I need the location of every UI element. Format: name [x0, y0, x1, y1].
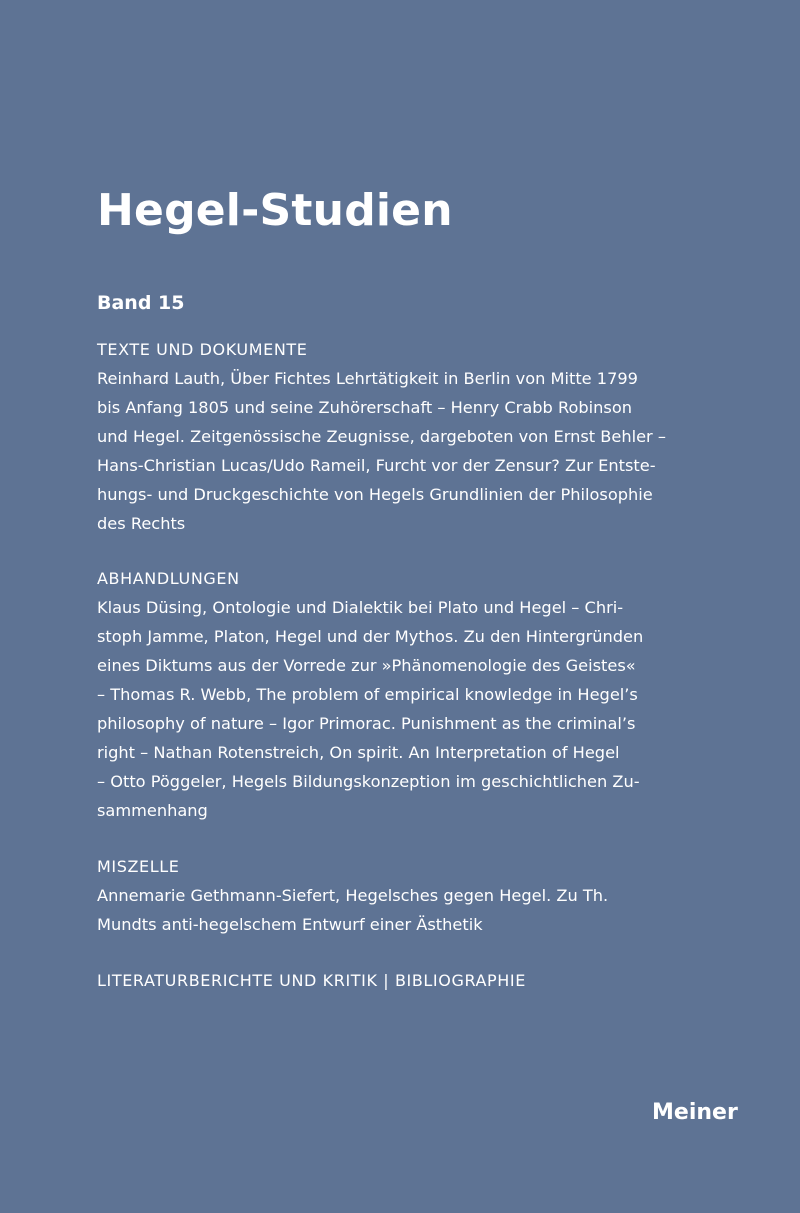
text-line: Klaus Düsing, Ontologie und Dialektik bei Plato und Hegel – Chri-: [97, 598, 624, 617]
volume-label: Band 15: [97, 292, 185, 314]
text-line: und Hegel. Zeitgenössische Zeugnisse, dargeboten von Ernst Behler –: [97, 427, 666, 446]
section-body: [97, 881, 717, 939]
text-line: eines Diktums aus der Vorrede zur »Phänomenologie des Geistes«: [97, 656, 636, 675]
section-heading: MISZELLE: [97, 857, 180, 876]
section-heading: ABHANDLUNGEN: [97, 569, 240, 588]
text-line: – Otto Pöggeler, Hegels Bildungskonzeption im geschichtlichen Zu-: [97, 772, 640, 791]
publisher-logo: Meiner: [652, 1100, 738, 1125]
section-body: [97, 593, 717, 825]
text-line: hungs- und Druckgeschichte von Hegels Grundlinien der Philosophie: [97, 485, 653, 504]
cover-title: Hegel-Studien: [97, 185, 453, 236]
text-line: – Thomas R. Webb, The problem of empirical knowledge in Hegel’s: [97, 685, 638, 704]
text-line: right – Nathan Rotenstreich, On spirit. An Interpretation of Hegel: [97, 743, 620, 762]
text-line: bis Anfang 1805 und seine Zuhörerschaft – Henry Crabb Robinson: [97, 398, 633, 417]
section-body: [97, 364, 717, 538]
section-heading: TEXTE UND DOKUMENTE: [97, 340, 308, 359]
text-line: sammenhang: [97, 801, 208, 820]
section-texte-und-dokumente: [97, 335, 717, 538]
text-line: stoph Jamme, Platon, Hegel und der Mythos. Zu den Hintergründen: [97, 627, 644, 646]
text-line: Reinhard Lauth, Über Fichtes Lehrtätigkeit in Berlin von Mitte 1799: [97, 369, 638, 388]
section-heading: LITERATURBERICHTE UND KRITIK | BIBLIOGRAPHIE: [97, 971, 526, 990]
section-abhandlungen: [97, 564, 717, 825]
text-line: philosophy of nature – Igor Primorac. Punishment as the criminal’s: [97, 714, 636, 733]
text-line: Hans-Christian Lucas/Udo Rameil, Furcht vor der Zensur? Zur Entste-: [97, 456, 656, 475]
text-line: Annemarie Gethmann-Siefert, Hegelsches gegen Hegel. Zu Th.: [97, 886, 609, 905]
section-miszelle: [97, 852, 717, 939]
text-line: Mundts anti-hegelschem Entwurf einer Ästhetik: [97, 915, 483, 934]
text-line: des Rechts: [97, 514, 186, 533]
section-literaturberichte: [97, 966, 717, 995]
